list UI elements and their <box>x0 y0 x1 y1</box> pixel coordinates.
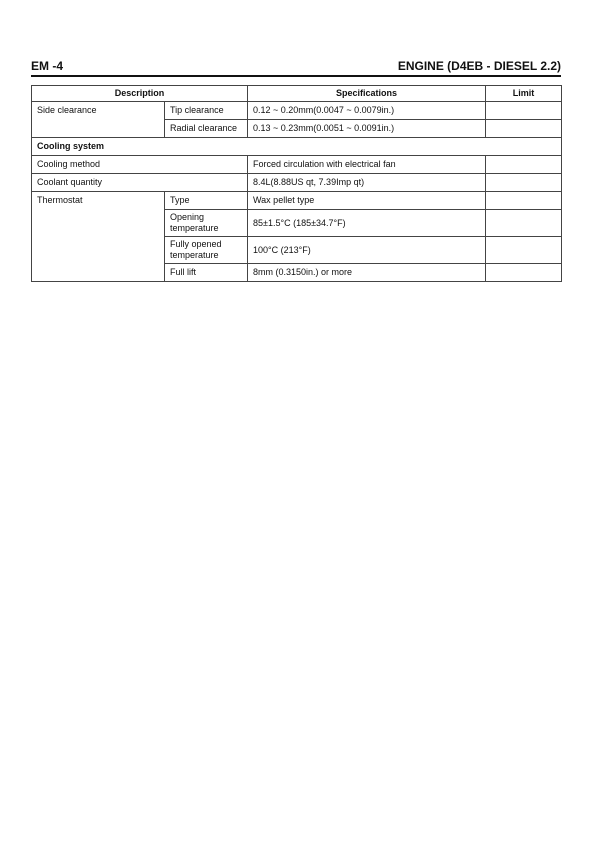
column-header-specifications: Specifications <box>248 86 486 102</box>
table-header-row <box>32 86 562 102</box>
full-lift-spec: 8mm (0.3150in.) or more <box>248 264 486 282</box>
table-row <box>32 174 562 192</box>
fully-opened-temperature-label: Fully opened temperature <box>165 237 248 264</box>
section-title: ENGINE (D4EB - DIESEL 2.2) <box>397 59 561 73</box>
thermostat-type-spec: Wax pellet type <box>248 192 486 210</box>
cooling-method-label: Cooling method <box>32 156 248 174</box>
full-lift-limit <box>486 264 562 282</box>
side-clearance-label: Side clearance <box>32 102 165 138</box>
column-header-description: Description <box>32 86 248 102</box>
tip-clearance-label: Tip clearance <box>165 102 248 120</box>
full-lift-label: Full lift <box>165 264 248 282</box>
coolant-quantity-spec: 8.4L(8.88US qt, 7.39Imp qt) <box>248 174 486 192</box>
opening-temperature-limit <box>486 210 562 237</box>
radial-clearance-label: Radial clearance <box>165 120 248 138</box>
cooling-system-heading: Cooling system <box>32 138 562 156</box>
fully-opened-temperature-spec: 100°C (213°F) <box>248 237 486 264</box>
table-row <box>32 192 562 210</box>
coolant-quantity-limit <box>486 174 562 192</box>
table-section-row <box>32 138 562 156</box>
tip-clearance-spec: 0.12 ~ 0.20mm(0.0047 ~ 0.0079in.) <box>248 102 486 120</box>
opening-temperature-spec: 85±1.5°C (185±34.7°F) <box>248 210 486 237</box>
radial-clearance-spec: 0.13 ~ 0.23mm(0.0051 ~ 0.0091in.) <box>248 120 486 138</box>
thermostat-type-limit <box>486 192 562 210</box>
table-row <box>32 102 562 120</box>
opening-temperature-label: Opening temperature <box>165 210 248 237</box>
cooling-method-spec: Forced circulation with electrical fan <box>248 156 486 174</box>
specifications-table <box>31 85 562 282</box>
page-number: EM -4 <box>31 59 64 73</box>
radial-clearance-limit <box>486 120 562 138</box>
coolant-quantity-label: Coolant quantity <box>32 174 248 192</box>
fully-opened-temperature-limit <box>486 237 562 264</box>
cooling-method-limit <box>486 156 562 174</box>
thermostat-label: Thermostat <box>32 192 165 282</box>
header-rule <box>31 75 561 77</box>
table-row <box>32 156 562 174</box>
thermostat-type-label: Type <box>165 192 248 210</box>
column-header-limit: Limit <box>486 86 562 102</box>
tip-clearance-limit <box>486 102 562 120</box>
